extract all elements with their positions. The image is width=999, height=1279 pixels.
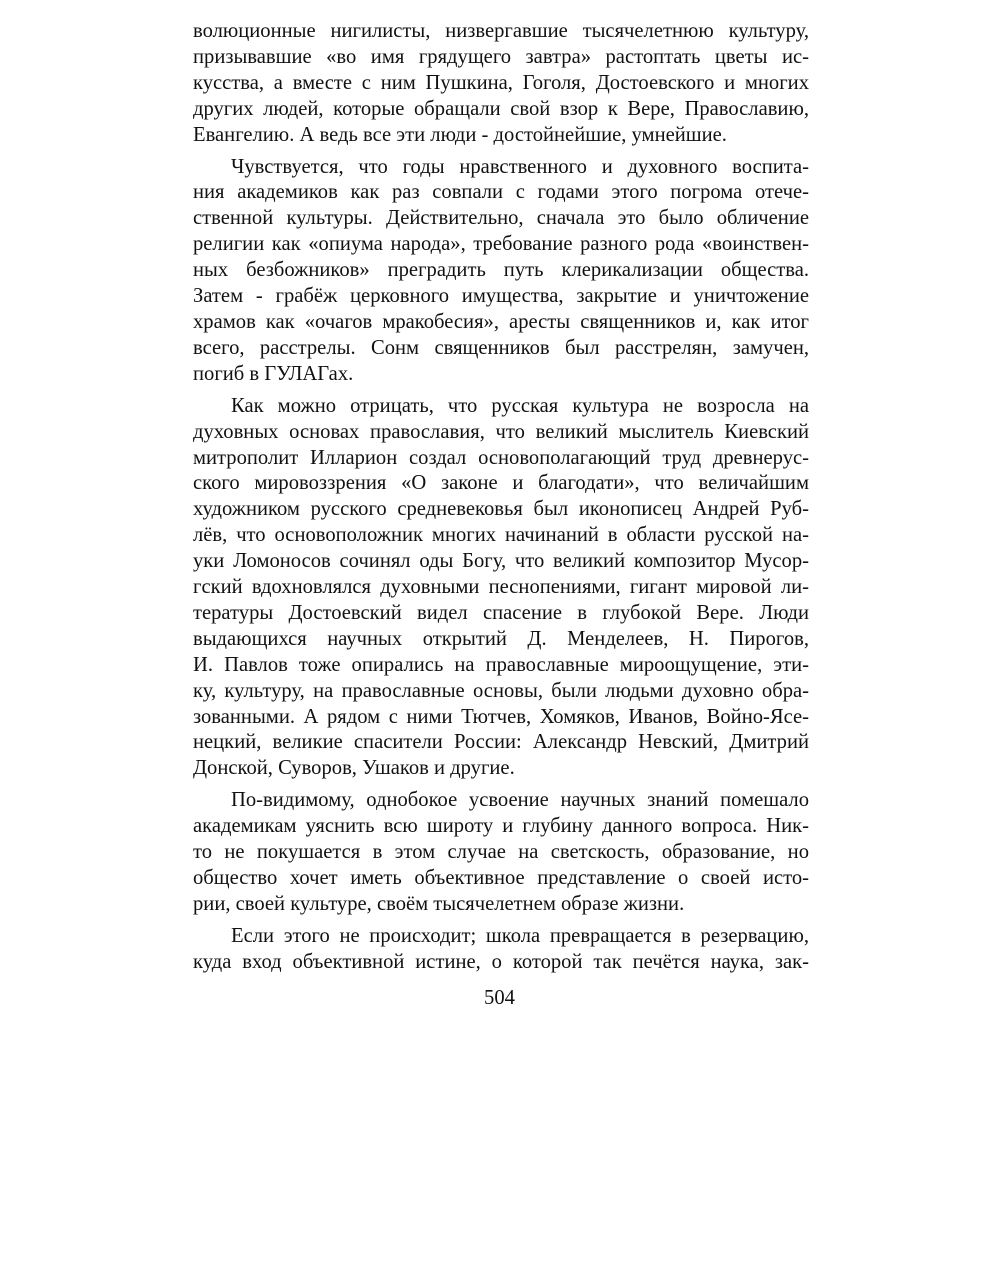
- text-line: погиб в ГУЛАГах.: [193, 362, 354, 385]
- text-line: Донской, Суворов, Ушаков и другие.: [193, 757, 515, 780]
- text-line: призывавшие «во имя грядущего завтра» растоптать цветы ис-: [193, 45, 809, 68]
- text-line: ственной культуры. Действительно, сначала это было обличение: [193, 207, 809, 230]
- paragraph-1: [193, 19, 809, 149]
- text-line: выдающихся научных открытий Д. Менделеев, Н. Пирогов,: [193, 627, 809, 650]
- text-line: религии как «опиума народа», требование разного рода «воинствен-: [193, 233, 809, 256]
- text-line: рии, своей культуре, своём тысячелетнем образе жизни.: [193, 892, 685, 915]
- paragraph-5: [193, 924, 809, 976]
- text-line: общество хочет иметь объективное представление о своей исто-: [193, 867, 809, 889]
- text-line: Чувствуется, что годы нравственного и духовного воспита-: [231, 155, 809, 178]
- text-line: митрополит Илларион создал основополагающий труд древнерус-: [193, 446, 809, 469]
- text-line: нецкий, великие спасители России: Александр Невский, Дмитрий: [193, 731, 809, 754]
- text-line: других людей, которые обращали свой взор к Вере, Православию,: [193, 97, 809, 120]
- text-line: кусства, а вместе с ним Пушкина, Гоголя, Достоевского и многих: [193, 71, 809, 94]
- text-line: По-видимому, однобокое усвоение научных знаний помешало: [231, 789, 809, 812]
- body-text: [193, 19, 809, 982]
- text-line: уки Ломоносов сочинял оды Богу, что великий композитор Мусор-: [193, 550, 809, 573]
- text-line: ных безбожников» преградить путь клерикализации общества.: [193, 259, 809, 282]
- text-line: художником русского средневековья был иконописец Андрей Руб-: [193, 498, 809, 521]
- text-line: Затем - грабёж церковного имущества, закрытие и уничтожение: [193, 285, 809, 308]
- paragraph-3: [193, 394, 809, 783]
- text-line: Как можно отрицать, что русская культура не возросла на: [231, 394, 809, 417]
- text-line: И. Павлов тоже опирались на православные мироощущение, эти-: [193, 653, 809, 676]
- text-line: ния академиков как раз совпали с годами этого погрома отече-: [193, 181, 809, 204]
- text-line: Евангелию. А ведь все эти люди - достойнейшие, умнейшие.: [193, 123, 727, 146]
- paragraph-2: [193, 155, 809, 388]
- text-line: ского мировоззрения «О законе и благодати», что величайшим: [193, 472, 809, 495]
- paragraph-4: [193, 788, 809, 918]
- text-line: академикам уяснить всю широту и глубину данного вопроса. Ник-: [193, 815, 809, 838]
- text-line: духовных основах православия, что великий мыслитель Киевский: [193, 420, 809, 443]
- text-line: волюционные нигилисты, низвергавшие тысячелетнюю культуру,: [193, 20, 809, 42]
- page-number: 504: [484, 987, 515, 1009]
- text-line: Если этого не происходит; школа превращается в резервацию,: [231, 924, 809, 947]
- text-line: храмов как «очагов мракобесия», аресты священников и, как итог: [193, 310, 809, 333]
- text-line: всего, расстрелы. Сонм священников был расстрелян, замучен,: [193, 336, 809, 359]
- text-line: тературы Достоевский видел спасение в глубокой Вере. Люди: [193, 601, 809, 624]
- text-line: ку, культуру, на православные основы, были людьми духовно обра-: [193, 679, 809, 702]
- text-line: зованными. А рядом с ними Тютчев, Хомяков, Иванов, Войно-Ясе-: [193, 705, 809, 728]
- text-line: лёв, что основоположник многих начинаний в области русской на-: [193, 524, 809, 547]
- text-line: то не покушается в этом случае на светскость, образование, но: [193, 841, 809, 864]
- text-line: куда вход объективной истине, о которой так печётся наука, зак-: [193, 950, 809, 973]
- text-line: гский вдохновлялся духовными песнопениями, гигант мировой ли-: [193, 576, 809, 599]
